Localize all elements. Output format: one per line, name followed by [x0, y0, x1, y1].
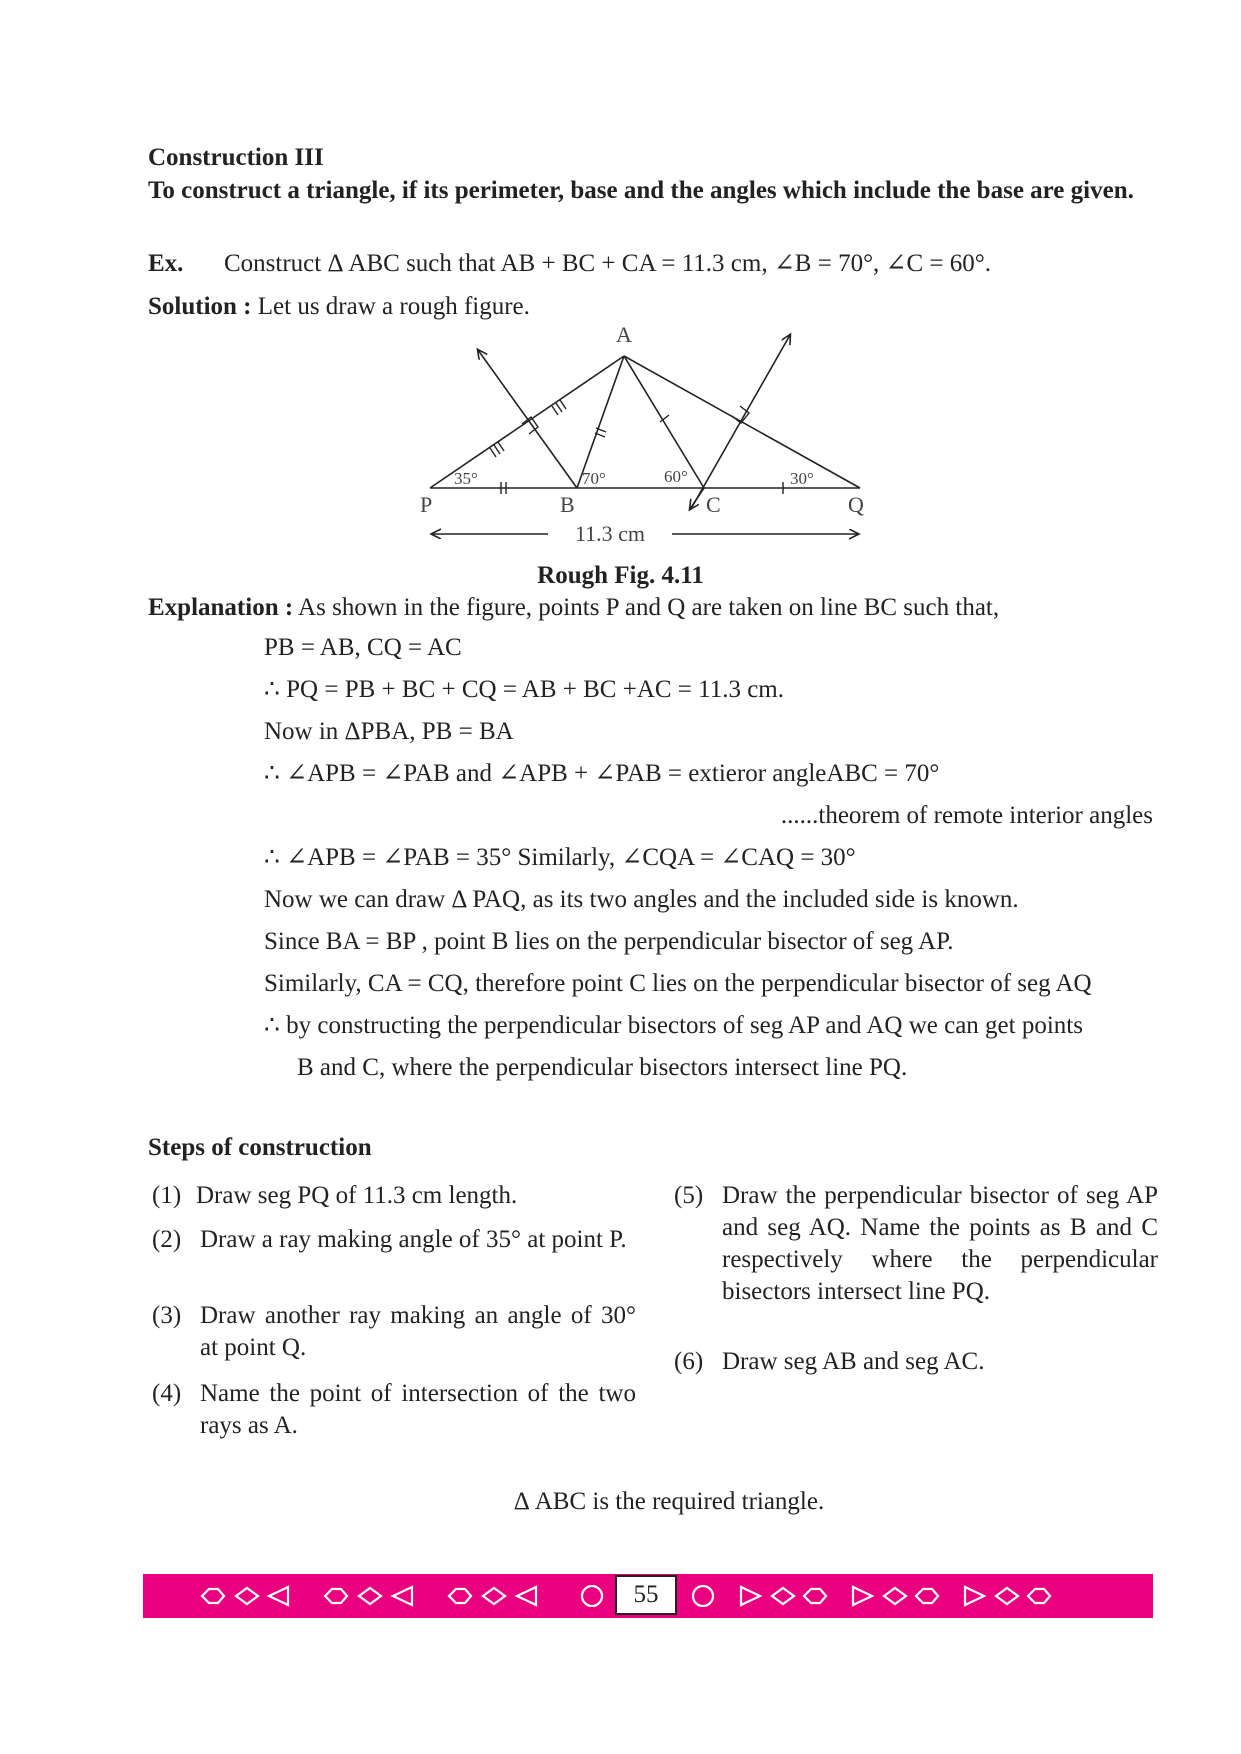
step-number: (4) [152, 1380, 182, 1407]
explanation-line-6: ∴ ∠APB = ∠PAB = 35° Similarly, ∠CQA = ∠CAQ = 30° [264, 844, 856, 871]
step-text: Draw the perpendicular bisector of seg AP and seg AQ. Name the points as B and C respectively where the perpendicular bisectors intersect line PQ. [722, 1182, 1158, 1305]
solution-text: Let us draw a rough figure. [251, 293, 530, 320]
explanation-line-1: PB = AB, CQ = AC [264, 634, 462, 661]
diamond-icon [884, 1588, 906, 1604]
page-number: 55 [615, 1575, 677, 1615]
step-text: Draw seg PQ of 11.3 cm length. [196, 1182, 518, 1209]
example-text: Construct Δ ABC such that AB + BC + CA = 11.3 cm, ∠B = 70°, ∠C = 60°. [224, 250, 992, 277]
diamond-icon [772, 1588, 794, 1604]
step-text: Name the point of intersection of the two rays as A. [200, 1380, 636, 1439]
triangle-left-icon [269, 1587, 288, 1605]
diamond-icon [359, 1588, 381, 1604]
label-p: P [420, 492, 433, 517]
label-c: C [706, 492, 721, 517]
step-text: Draw seg AB and seg AC. [722, 1348, 985, 1375]
step-3 [152, 1300, 636, 1364]
angle-label-b: 70° [582, 469, 606, 488]
step-2 [152, 1224, 636, 1256]
conclusion: Δ ABC is the required triangle. [513, 1488, 825, 1515]
step-5 [674, 1180, 1158, 1308]
explanation-line-2: ∴ PQ = PB + BC + CQ = AB + BC +AC = 11.3 cm. [264, 676, 785, 703]
explanation-line [148, 592, 999, 623]
diamond-icon [483, 1588, 505, 1604]
step-1 [152, 1180, 636, 1212]
figure-caption: Rough Fig. 4.11 [537, 562, 704, 589]
explanation-line-8: Since BA = BP , point B lies on the perpendicular bisector of seg AP. [264, 928, 954, 955]
explanation-line-11: B and C, where the perpendicular bisectors intersect line PQ. [297, 1054, 908, 1081]
circle-icon [693, 1586, 713, 1606]
step-number: (6) [674, 1348, 704, 1375]
triangle-right-icon [741, 1587, 760, 1605]
step-6 [674, 1346, 1158, 1378]
hexagon-icon [1028, 1589, 1050, 1603]
hexagon-icon [325, 1589, 347, 1603]
explanation-line-5: ......theorem of remote interior angles [780, 802, 1153, 829]
step-number: (3) [152, 1302, 182, 1329]
explanation-line-4: ∴ ∠APB = ∠PAB and ∠APB + ∠PAB = extieror angleABC = 70° [264, 760, 940, 787]
step-text: Draw a ray making angle of 35° at point P. [200, 1226, 627, 1253]
hexagon-icon [449, 1589, 471, 1603]
explanation-text: As shown in the figure, points P and Q are taken on line BC such that, [293, 594, 1000, 621]
example-label: Ex. [148, 250, 184, 277]
tick-marks [490, 400, 783, 494]
hexagon-icon [916, 1589, 938, 1603]
label-a: A [616, 322, 632, 347]
steps-title: Steps of construction [148, 1134, 372, 1161]
step-number: (1) [152, 1182, 182, 1209]
step-text: Draw another ray making an angle of 30° at point Q. [200, 1302, 636, 1361]
circle-icon [582, 1586, 602, 1606]
construction-title: Construction III [148, 144, 324, 171]
explanation-line-10: ∴ by constructing the perpendicular bisectors of seg AP and AQ we can get points [264, 1012, 1083, 1039]
explanation-label: Explanation : [148, 594, 294, 621]
label-b: B [560, 492, 575, 517]
ray-c-down [690, 488, 704, 509]
explanation-line-7: Now we can draw Δ PAQ, as its two angles and the included side is known. [264, 886, 1019, 913]
triangle-left-icon [393, 1587, 412, 1605]
step-number: (2) [152, 1226, 182, 1253]
triangle-right-icon [965, 1587, 984, 1605]
step-4 [152, 1378, 636, 1442]
rough-figure [420, 318, 890, 558]
bisector-ray-aq [692, 335, 790, 507]
angle-label-p: 35° [454, 469, 478, 488]
step-number: (5) [674, 1182, 704, 1209]
angle-label-q: 30° [790, 469, 814, 488]
label-q: Q [848, 492, 864, 517]
construction-description: To construct a triangle, if its perimeter, base and the angles which include the base are given. [148, 177, 1134, 204]
triangle-right-icon [853, 1587, 872, 1605]
triangle-left-icon [517, 1587, 536, 1605]
solution-label: Solution : [148, 293, 252, 320]
explanation-line-9: Similarly, CA = CQ, therefore point C lies on the perpendicular bisector of seg AQ [264, 970, 1092, 997]
explanation-line-3: Now in ΔPBA, PB = BA [264, 718, 514, 745]
footer-band [143, 1574, 1153, 1618]
hexagon-icon [804, 1589, 826, 1603]
diamond-icon [996, 1588, 1018, 1604]
angle-label-c: 60° [664, 467, 688, 486]
diamond-icon [236, 1588, 258, 1604]
length-label: 11.3 cm [574, 521, 646, 546]
hexagon-icon [202, 1589, 224, 1603]
example-line [148, 248, 991, 279]
